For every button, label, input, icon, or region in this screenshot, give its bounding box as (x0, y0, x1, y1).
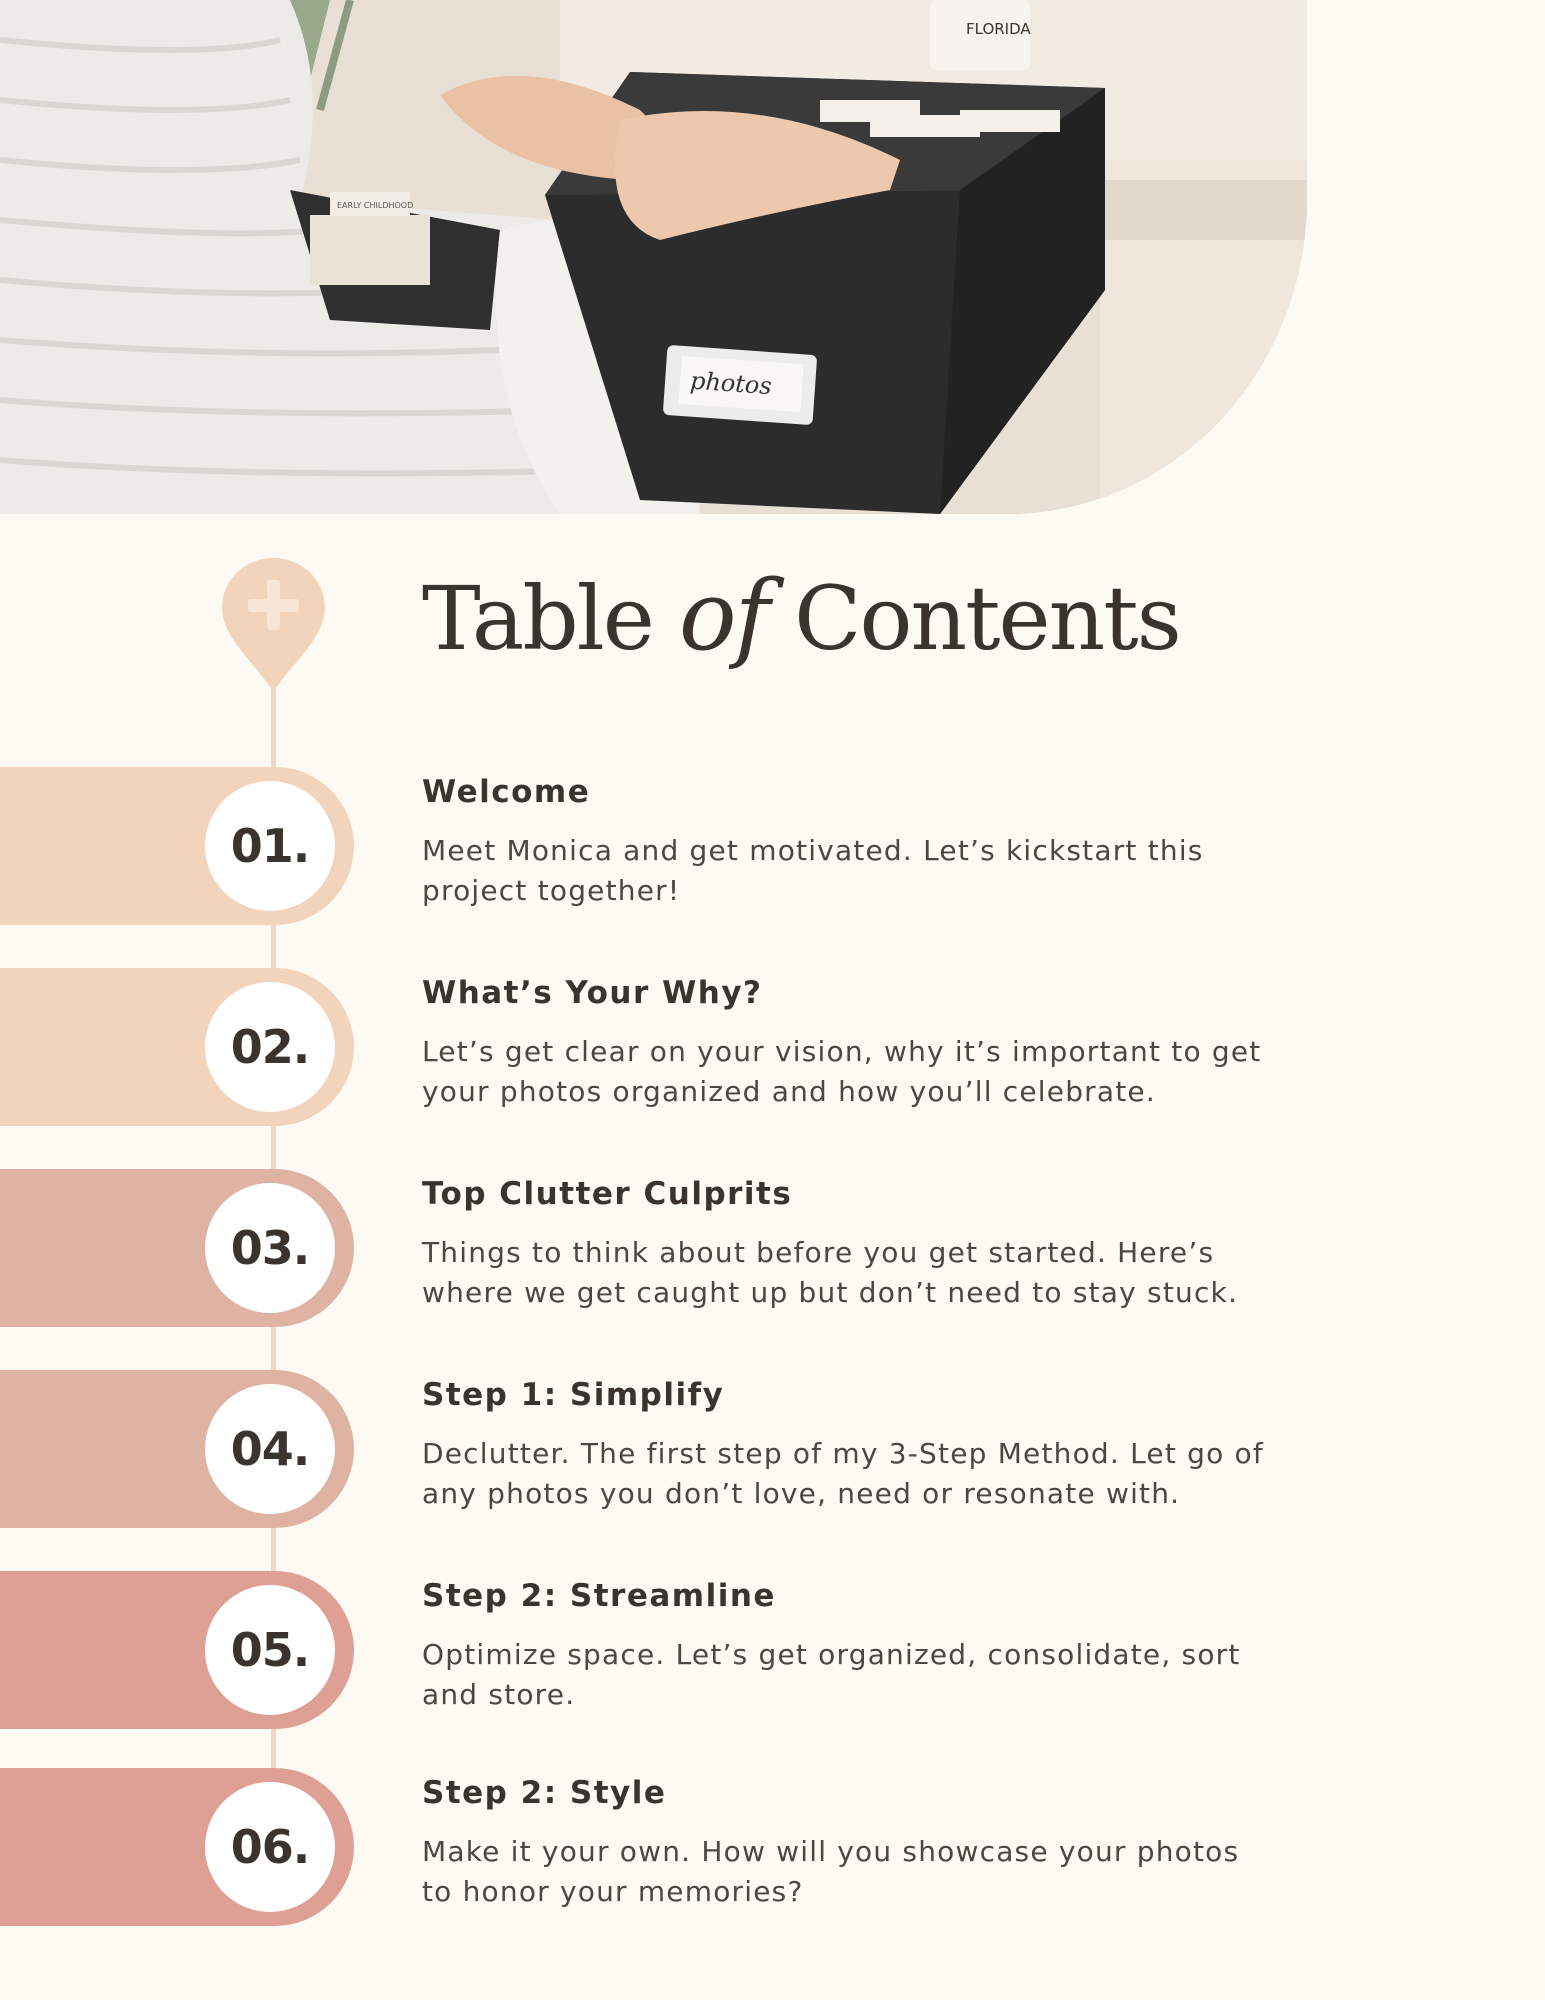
item-heading: Top Clutter Culprits (422, 1176, 793, 1212)
item-number: 06. (230, 1820, 310, 1874)
plus-pin-icon (220, 556, 327, 692)
title-part2: of (678, 560, 769, 672)
title-part1: Table (422, 567, 679, 670)
item-number: 04. (230, 1422, 310, 1476)
item-description: Declutter. The first step of my 3-Step Method. Let go of any photos you don’t love, need or resonate with. (422, 1437, 1264, 1510)
toc-item[interactable] (0, 767, 1545, 925)
item-heading: Step 1: Simplify (422, 1377, 725, 1413)
item-description: Meet Monica and get motivated. Let’s kickstart this project together! (422, 834, 1204, 907)
item-description: Let’s get clear on your vision, why it’s important to get your photos organized and how you’ll celebrate. (422, 1035, 1262, 1108)
toc-item[interactable] (0, 1768, 1545, 1926)
item-description: Make it your own. How will you showcase your photos to honor your memories? (422, 1835, 1240, 1908)
tab-label: EARLY CHILDHOOD (337, 201, 414, 210)
bottle-label: FLORIDA (966, 20, 1031, 38)
item-heading: What’s Your Why? (422, 975, 763, 1011)
item-number: 02. (230, 1020, 310, 1074)
item-number: 03. (230, 1221, 310, 1275)
number-badge (205, 1782, 335, 1912)
item-heading: Step 2: Streamline (422, 1578, 776, 1614)
item-number: 05. (230, 1623, 310, 1677)
toc-item[interactable] (0, 1169, 1545, 1327)
item-description: Things to think about before you get started. Here’s where we get caught up but don’t need to stay stuck. (422, 1236, 1239, 1309)
toc-item[interactable] (0, 1370, 1545, 1528)
box-label-text: photos (689, 366, 773, 401)
item-description: Optimize space. Let’s get organized, consolidate, sort and store. (422, 1638, 1241, 1711)
photo-illustration (0, 0, 1307, 514)
number-badge (205, 781, 335, 911)
item-heading: Welcome (422, 774, 591, 810)
toc-item[interactable] (0, 968, 1545, 1126)
toc-item[interactable] (0, 1571, 1545, 1729)
number-badge (205, 1384, 335, 1514)
number-badge (205, 982, 335, 1112)
title-part3: Contents (768, 567, 1180, 670)
hero-photo (0, 0, 1307, 514)
item-number: 01. (230, 819, 310, 873)
page-title (422, 560, 1180, 672)
number-badge (205, 1183, 335, 1313)
item-heading: Step 2: Style (422, 1775, 667, 1811)
number-badge (205, 1585, 335, 1715)
